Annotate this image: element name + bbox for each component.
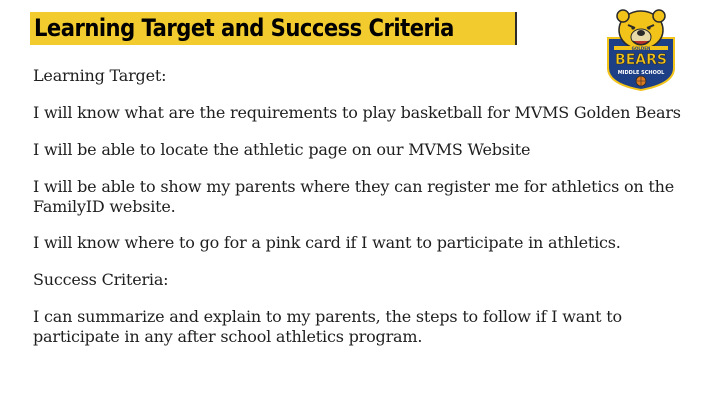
logo-bottom-text: MIDDLE SCHOOL: [617, 70, 665, 76]
learning-target-item: I will know where to go for a pink card if I want to participate in athletics.: [33, 233, 621, 252]
title-highlight: [30, 12, 517, 45]
logo-top-text: GOLDEN: [631, 45, 651, 51]
learning-target-item: I will know what are the requirements to play basketball for MVMS Golden Bears: [33, 103, 681, 122]
slide-title: Learning Target and Success Criteria: [34, 14, 454, 42]
success-criteria-heading: Success Criteria:: [33, 270, 169, 289]
learning-target-item: I will be able to locate the athletic page on our MVMS Website: [33, 140, 531, 159]
learning-target-heading: Learning Target:: [33, 66, 167, 85]
success-criteria-item: I can summarize and explain to my parents, the steps to follow if I want to participate in any after school athletics program.: [33, 307, 622, 346]
learning-target-item: I will be able to show my parents where they can register me for athletics on the FamilyID website.: [33, 177, 675, 216]
slide-body: [33, 66, 693, 363]
logo-main-text: BEARS: [615, 52, 667, 68]
